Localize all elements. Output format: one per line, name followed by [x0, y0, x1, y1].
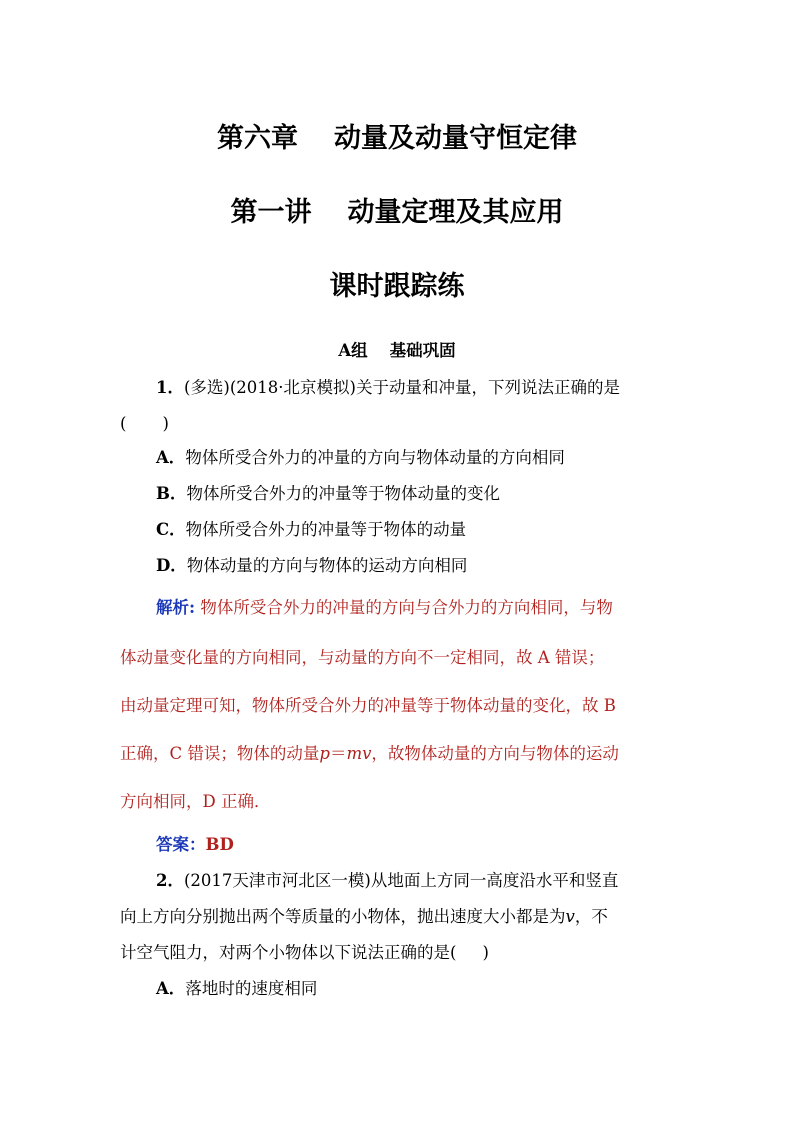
- lecture-heading: [0, 190, 794, 229]
- formula-mv: mv: [346, 744, 372, 763]
- option-letter: A．: [156, 448, 186, 467]
- answer-value: BD: [205, 835, 234, 854]
- paren-close: ): [482, 943, 489, 962]
- option-text: 落地时的速度相同: [185, 979, 318, 998]
- option-text: 物体所受合外力的冲量等于物体的动量: [185, 520, 467, 539]
- q2-stem: 计空气阻力，对两个小物体以下说法正确的是(: [120, 943, 457, 962]
- paren-open: (: [120, 414, 127, 433]
- option-letter: D．: [156, 556, 187, 575]
- q2-stem-line-1: [120, 870, 680, 892]
- answer-label: 答案：: [156, 835, 206, 854]
- option-letter: B．: [156, 484, 187, 503]
- option-letter: C．: [156, 520, 186, 539]
- formula-eq: ＝: [329, 744, 347, 763]
- q1-analysis-line-3: 由动量定理可知，物体所受合外力的冲量等于物体动量的变化，故 B: [120, 696, 616, 715]
- q1-analysis-line-5: 方向相同，D 正确．: [120, 792, 271, 811]
- paren-close: ): [162, 414, 169, 433]
- q2-stem: 向上方向分别抛出两个等质量的小物体，抛出速度大小都是为: [120, 907, 566, 926]
- q1-option-a: [120, 447, 680, 469]
- q2-option-a: [120, 978, 680, 1000]
- option-text: 物体所受合外力的冲量的方向与物体动量的方向相同: [185, 448, 565, 467]
- formula-p: p: [319, 744, 330, 763]
- q1-tag: (多选): [183, 378, 230, 397]
- analysis-text: ，故物体动量的方向与物体的运动: [371, 744, 619, 763]
- analysis-text: 物体所受合外力的冲量的方向与合外力的方向相同，与物: [195, 598, 613, 617]
- q1-analysis-line-4: [120, 743, 680, 765]
- q2-number: 2．: [156, 871, 184, 890]
- q2-stem: 从地面上方同一高度沿水平和竖直: [370, 871, 619, 890]
- q1-option-b: [120, 483, 680, 505]
- page-subtitle: 课时跟踪练: [329, 271, 465, 302]
- q1-answer-blank: [120, 413, 680, 435]
- q1-analysis-line-2: 体动量变化量的方向相同，与动量的方向不一定相同，故 A 错误；: [120, 648, 605, 667]
- variable-v: v: [565, 907, 575, 926]
- q1-source: (2018·北京模拟): [229, 378, 356, 397]
- group-name: 基础巩固: [389, 341, 456, 360]
- analysis-label: 解析:: [156, 598, 196, 617]
- q2-stem-line-2: [120, 906, 680, 928]
- q2-stem: ，不: [574, 907, 608, 926]
- chapter-heading: [0, 116, 794, 155]
- q1-stem-line-1: [120, 377, 680, 399]
- chapter-title: 动量及动量守恒定律: [334, 123, 577, 154]
- q1-option-d: [120, 555, 680, 577]
- q2-stem-line-3: [120, 942, 680, 964]
- option-text: 物体动量的方向与物体的运动方向相同: [186, 556, 468, 575]
- q1-number: 1．: [156, 378, 184, 397]
- group-letter: A组: [338, 341, 368, 360]
- option-letter: A．: [156, 979, 186, 998]
- q1-stem: 关于动量和冲量，下列说法正确的是: [355, 378, 620, 397]
- q1-option-c: [120, 519, 680, 541]
- analysis-text: 正确，C 错误；物体的动量: [120, 744, 320, 763]
- option-text: 物体所受合外力的冲量等于物体动量的变化: [186, 484, 500, 503]
- lecture-title: 动量定理及其应用: [347, 197, 564, 228]
- q1-analysis-line-1: [120, 597, 680, 619]
- chapter-number: 第六章: [217, 123, 298, 154]
- q1-answer: [120, 834, 680, 856]
- group-heading: [0, 340, 794, 362]
- q2-source: (2017天津市河北区一模): [183, 871, 371, 890]
- lecture-number: 第一讲: [230, 197, 312, 228]
